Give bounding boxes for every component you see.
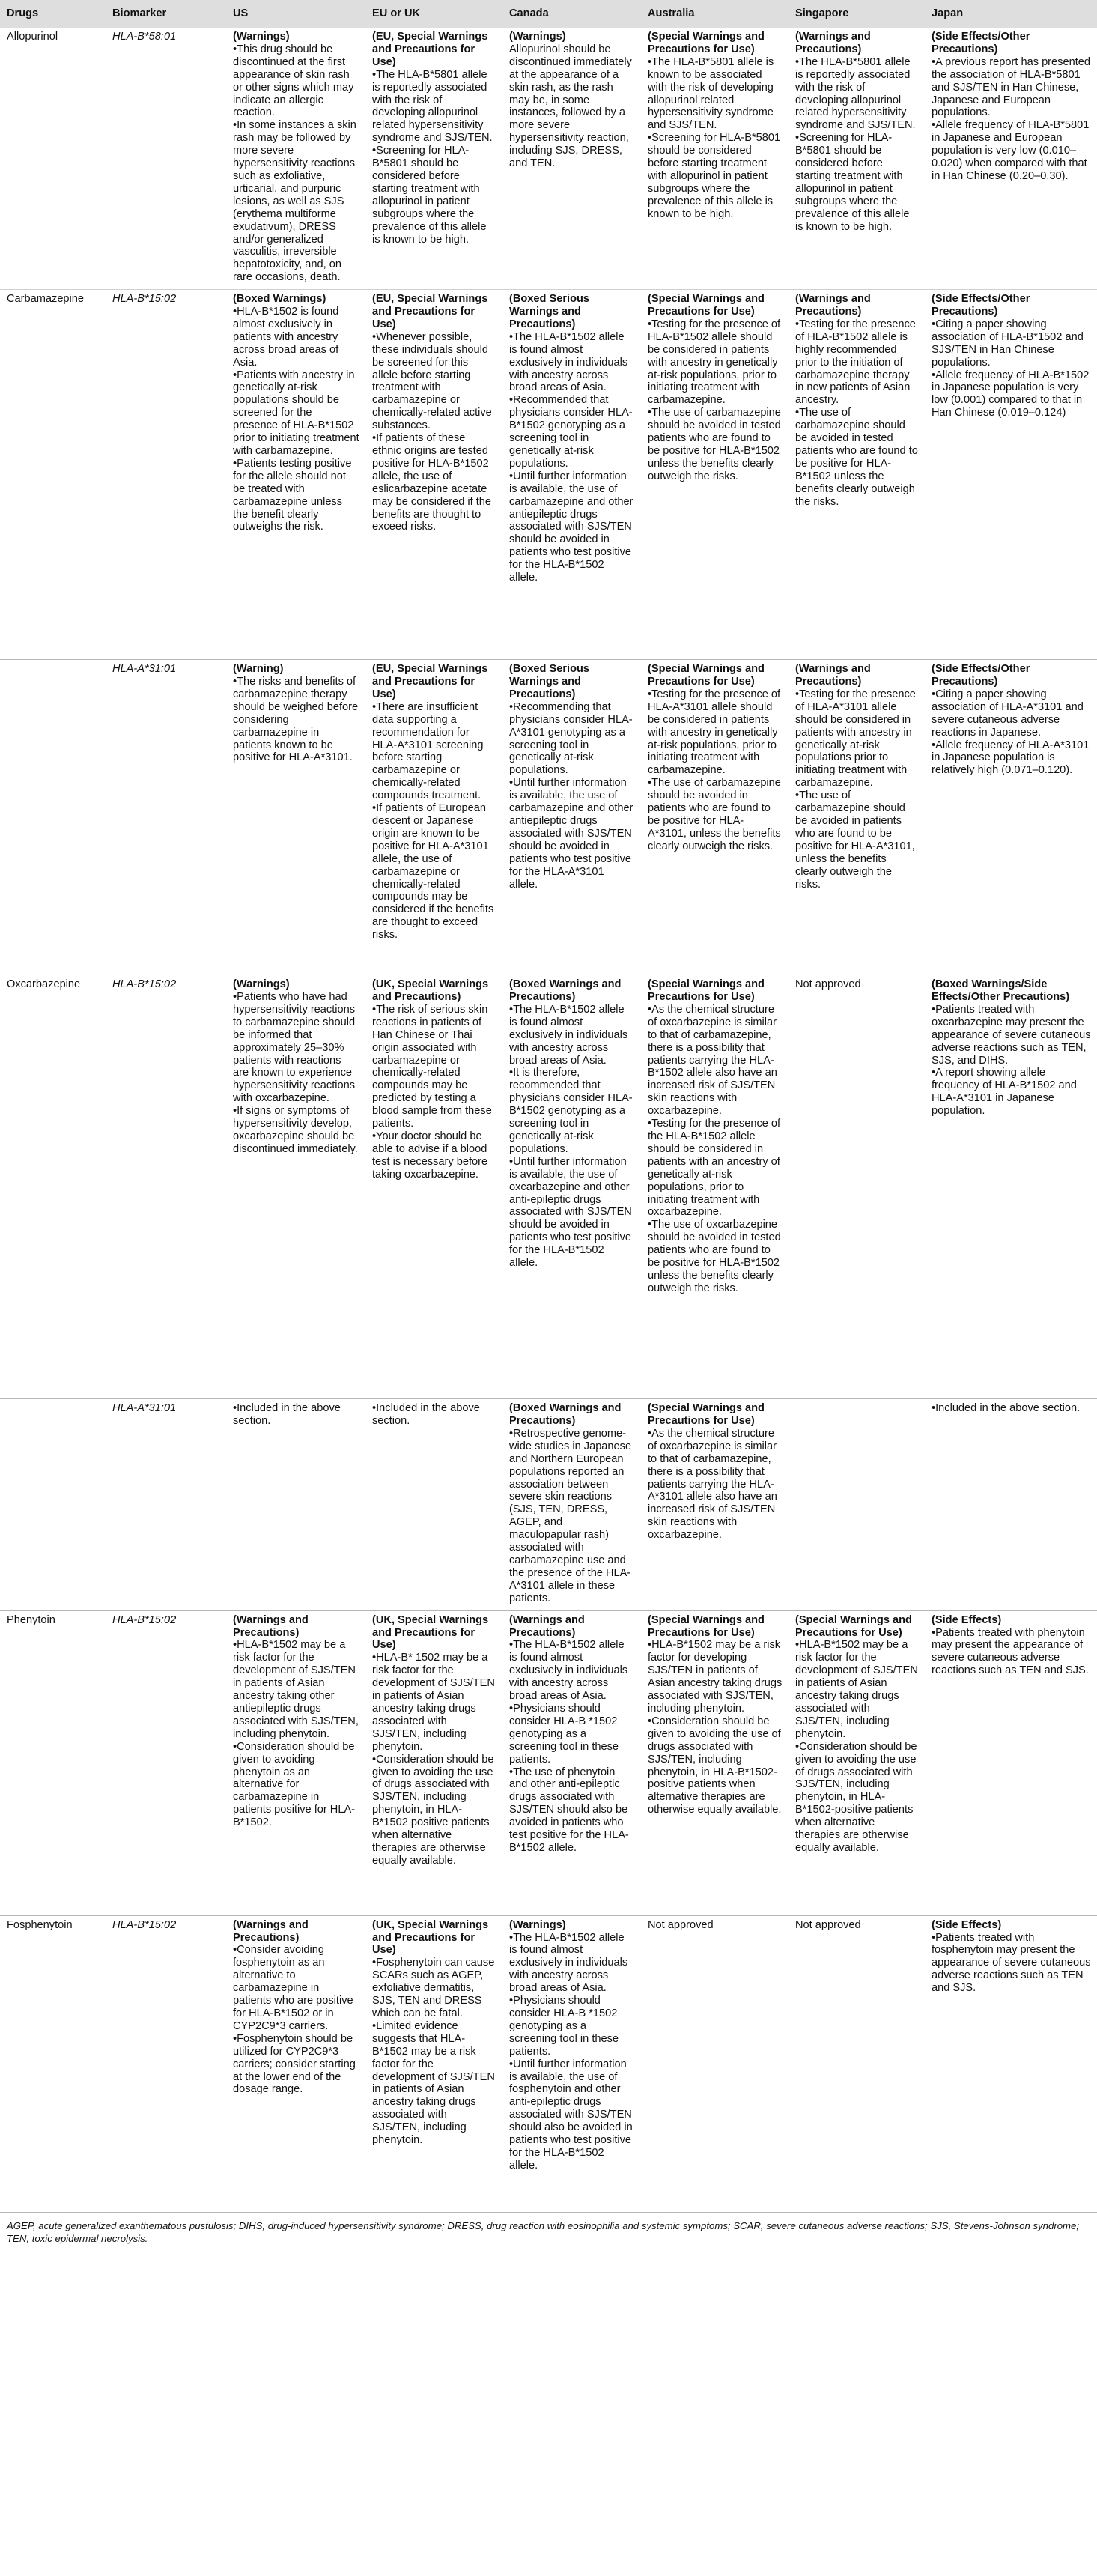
- cell-bullet: •The risk of serious skin reactions in patients of Han Chinese or Thai origin associated with carbamazepine or chemically-related compounds may be predicted by testing a blood sample from these patients.: [372, 1003, 492, 1130]
- cell-bullet: •The risks and benefits of carbamazepine therapy should be weighed before considering carbamazepine in patients known to be positive for HLA-A*3101.: [233, 676, 359, 764]
- cell-eu: [365, 660, 502, 975]
- cell-drug: Phenytoin: [7, 1613, 55, 1626]
- cell-canada: [502, 290, 641, 660]
- cell-heading: (EU, Special Warnings and Precautions for Use): [372, 293, 488, 330]
- cell-japan: [925, 660, 1097, 975]
- cell-bullet: •If patients of European descent or Japanese origin are known to be positive for HLA-A*3101 allele, the use of carbamazepine or chemically-related compounds may be considered if the benefits are thought to exceed risks.: [372, 802, 494, 942]
- cell-heading: (Warnings and Precautions): [795, 293, 871, 318]
- cell-japan: [925, 1915, 1097, 2212]
- cell-bullet: •Testing for the presence of HLA-A*3101 allele should be considered in patients with ancestry in genetically at-risk populations, prior to initiating treatment with carbamazepine.: [648, 688, 781, 777]
- cell-australia: [641, 1610, 788, 1915]
- cell-us: [226, 28, 365, 290]
- cell-japan: [925, 1399, 1097, 1611]
- cell-bullet: •HLA-B*1502 may be a risk factor for the development of SJS/TEN in patients of Asian ancestry taking other antiepileptic drugs associated with SJS/TEN, including phenytoin.: [233, 1639, 359, 1740]
- cell-bullet: •Screening for HLA-B*5801 should be considered before starting treatment with allopurinol in patient subgroups where the prevalence of this allele is known to be high.: [648, 132, 781, 220]
- table-row: [0, 1915, 1097, 2212]
- cell-bullet: •Your doctor should be able to advise if a blood test is necessary before taking oxcarbazepine.: [372, 1130, 488, 1181]
- cell-bullet: •Until further information is available, the use of carbamazepine and other antiepileptic drugs associated with SJS/TEN should be avoided in patients who test positive for the HLA-B*1502 allele.: [509, 470, 633, 584]
- cell-eu: [365, 1610, 502, 1915]
- col-header-us: US: [226, 0, 365, 28]
- cell-bullet: •Recommending that physicians consider HLA-A*3101 genotyping as a screening tool in genetically at-risk populations.: [509, 700, 633, 777]
- cell-bullet: •The HLA-B*1502 allele is found almost exclusively in individuals with ancestry across broad areas of Asia.: [509, 330, 628, 394]
- cell-bullet: •Patients with ancestry in genetically at-risk populations should be screened for the presence of HLA-B*1502 prior to initiating treatment with carbamazepine.: [233, 369, 359, 457]
- cell-heading: (Warnings): [509, 1918, 566, 1931]
- cell-bullet: •Recommended that physicians consider HLA-B*1502 genotyping as a screening tool in genetically at-risk populations.: [509, 394, 633, 470]
- cell-heading: (Boxed Warnings/Side Effects/Other Precautions): [932, 978, 1070, 1004]
- cell-japan: [925, 1610, 1097, 1915]
- cell-bullet: •Screening for HLA-B*5801 should be considered before starting treatment with allopurinol in patient subgroups where the prevalence of this allele is known to be high.: [372, 145, 487, 246]
- cell-eu: [365, 290, 502, 660]
- cell-bullet: •The use of phenytoin and other anti-epileptic drugs associated with SJS/TEN should also be avoided in patients who test positive for the HLA-B*1502 allele.: [509, 1766, 629, 1854]
- cell-bullet: •A previous report has presented the association of HLA-B*5801 and SJS/TEN in Han Chinese, Japanese and European populations.: [932, 55, 1090, 119]
- cell-singapore: [788, 28, 925, 290]
- cell-drug: Allopurinol: [7, 31, 58, 43]
- cell-bullet: •Citing a paper showing association of HLA-B*1502 and SJS/TEN in Han Chinese populations.: [932, 318, 1084, 369]
- cell-bullet: •Consideration should be given to avoiding phenytoin as an alternative for carbamazepine in patients positive for HLA-B*1502.: [233, 1740, 356, 1829]
- table-row: [0, 1610, 1097, 1915]
- header-row: [0, 0, 1097, 28]
- cell-heading: (Warnings and Precautions): [233, 1613, 309, 1639]
- cell-heading: (Warning): [233, 663, 284, 676]
- cell-singapore: [788, 975, 925, 1399]
- cell-heading: (Side Effects): [932, 1918, 1002, 1931]
- cell-bullet: Not approved: [648, 1918, 714, 1931]
- cell-bullet: •In some instances a skin rash may be followed by more severe hypersensitivity reactions such as exfoliative, urticarial, and purpuric lesions, as well as SJS (erythema multiforme exudativum), DRESS and/or generalized vasculitis, irreversible hepatotoxicity, and, on rare occasions, death.: [233, 119, 356, 284]
- cell-heading: (Boxed Warnings): [233, 293, 326, 306]
- cell-bullet: •Patients testing positive for the allele should not be treated with carbamazepine unless the benefit clearly outweighs the risk.: [233, 457, 352, 533]
- cell-heading: (Special Warnings and Precautions for Use): [795, 1613, 912, 1639]
- cell-heading: (Special Warnings and Precautions for Use): [648, 1402, 765, 1428]
- cell-heading: (Warnings): [233, 31, 290, 43]
- cell-heading: (EU, Special Warnings and Precautions for Use): [372, 31, 488, 68]
- cell-bullet: •HLA-B*1502 may be a risk factor for developing SJS/TEN in patients of Asian ancestry taking drugs associated with SJS/TEN, including phenytoin.: [648, 1639, 783, 1715]
- cell-us: [226, 290, 365, 660]
- cell-singapore: [788, 290, 925, 660]
- cell-bullet: •Citing a paper showing association of HLA-A*3101 and severe cutaneous adverse reactions in Japanese.: [932, 688, 1084, 739]
- cell-japan: [925, 290, 1097, 660]
- cell-us: [226, 1399, 365, 1611]
- cell-heading: (Side Effects/Other Precautions): [932, 293, 1030, 318]
- cell-bullet: •The use of carbamazepine should be avoided in tested patients who are found to be positive for HLA-B*1502 unless the benefits clearly outweigh the risks.: [795, 407, 918, 508]
- cell-us: [226, 1610, 365, 1915]
- cell-heading: (Warnings and Precautions): [233, 1918, 309, 1944]
- cell-bullet: •Consider avoiding fosphenytoin as an alternative to carbamazepine in patients who are positive for HLA-B*1502 or in CYP2C9*3 carriers.: [233, 1944, 353, 2032]
- cell-drug: [0, 660, 106, 975]
- cell-bullet: •Included in the above section.: [932, 1402, 1081, 1415]
- cell-bullet: •A report showing allele frequency of HLA-B*1502 and HLA-A*3101 in Japanese population.: [932, 1067, 1077, 1118]
- cell-bullet: •Included in the above section.: [233, 1402, 341, 1428]
- cell-heading: (UK, Special Warnings and Precautions for Use): [372, 1918, 489, 1957]
- table-row: [0, 660, 1097, 975]
- cell-bullet: •The use of carbamazepine should be avoided in tested patients who are found to be positive for HLA-B*1502 unless the benefits clearly outweigh the risks.: [648, 407, 781, 482]
- table-row: [0, 290, 1097, 660]
- cell-heading: (Warnings and Precautions): [509, 1613, 585, 1639]
- cell-bullet: •HLA-B*1502 is found almost exclusively in patients with ancestry across broad areas of Asia.: [233, 306, 339, 369]
- cell-heading: (Side Effects/Other Precautions): [932, 663, 1030, 688]
- cell-heading: (Special Warnings and Precautions for Use): [648, 663, 765, 688]
- cell-biomarker: HLA-A*31:01: [112, 663, 177, 676]
- cell-biomarker: HLA-B*58:01: [112, 31, 177, 43]
- cell-bullet: •There are insufficient data supporting a recommendation for HLA-A*3101 screening before starting carbamazepine or chemically-related compounds treatment.: [372, 700, 484, 802]
- cell-heading: (Special Warnings and Precautions for Use): [648, 978, 765, 1004]
- cell-bullet: •Limited evidence suggests that HLA-B*1502 may be a risk factor for the development of SJS/TEN in patients of Asian ancestry taking drugs associated with SJS/TEN, including phenytoin.: [372, 2019, 495, 2147]
- cell-bullet: •Testing for the presence of the HLA-B*1502 allele should be considered in patients with an ancestry of genetically at-risk populations, prior to initiating treatment with oxcarbazepine.: [648, 1118, 781, 1219]
- cell-heading: (Boxed Serious Warnings and Precautions): [509, 663, 590, 700]
- cell-bullet: •Testing for the presence of HLA-A*3101 allele should be considered in patients with ancestry in genetically at-risk populations prior to initiating treatment with carbamazepine.: [795, 688, 916, 790]
- cell-bullet: •If signs or symptoms of hypersensitivity develop, oxcarbazepine should be discontinued immediately.: [233, 1105, 358, 1155]
- cell-bullet: •The HLA-B*1502 allele is found almost exclusively in individuals with ancestry across broad areas of Asia.: [509, 1931, 628, 1995]
- cell-biomarker: HLA-B*15:02: [112, 293, 177, 306]
- cell-bullet: Not approved: [795, 978, 861, 991]
- col-header-eu-uk: EU or UK: [365, 0, 502, 28]
- cell-australia: [641, 1399, 788, 1611]
- cell-bullet: •Screening for HLA-B*5801 should be considered before starting treatment with allopurinol in patient subgroups where the prevalence of this allele is known to be high.: [795, 132, 910, 233]
- cell-bullet: •The HLA-B*5801 allele is reportedly associated with the risk of developing allopurinol related hypersensitivity syndrome and SJS/TEN.: [372, 68, 493, 145]
- cell-heading: (Boxed Warnings and Precautions): [509, 1402, 622, 1428]
- cell-bullet: •Until further information is available, the use of oxcarbazepine and other anti-epileptic drugs associated with SJS/TEN should be avoided in patients who test positive for the HLA-B*1502 allele.: [509, 1155, 632, 1270]
- cell-biomarker: HLA-B*15:02: [112, 1918, 177, 1931]
- cell-bullet: •The HLA-B*1502 allele is found almost exclusively in individuals with ancestry across broad areas of Asia.: [509, 1639, 628, 1703]
- cell-us: [226, 1915, 365, 2212]
- cell-bullet: •This drug should be discontinued at the first appearance of skin rash or other signs which may indicate an allergic reaction.: [233, 43, 354, 119]
- cell-bullet: •The use of carbamazepine should be avoided in patients who are found to be positive for HLA-A*3101, unless the benefits clearly outweigh the risks.: [795, 790, 915, 891]
- cell-eu: [365, 1399, 502, 1611]
- cell-heading: (Warnings): [233, 978, 290, 991]
- cell-singapore: [788, 1610, 925, 1915]
- col-header-japan: Japan: [925, 0, 1097, 28]
- cell-bullet: •Whenever possible, these individuals should be screened for this allele before starting treatment with carbamazepine or chemically-related active substances.: [372, 330, 492, 432]
- cell-bullet: •Patients treated with fosphenytoin may present the appearance of severe cutaneous adverse reactions such as TEN and SJS.: [932, 1931, 1091, 1995]
- cell-heading: (EU, Special Warnings and Precautions for Use): [372, 663, 488, 700]
- cell-drug: Carbamazepine: [7, 293, 85, 306]
- table-body: [0, 28, 1097, 2212]
- table-row: [0, 1399, 1097, 1611]
- cell-bullet: •The HLA-B*5801 allele is known to be associated with the risk of developing allopurinol related hypersensitivity syndrome and SJS/TEN.: [648, 55, 774, 132]
- cell-australia: [641, 28, 788, 290]
- cell-bullet: •The use of carbamazepine should be avoided in patients who are found to be positive for HLA-A*3101, unless the benefits clearly outweigh the risks.: [648, 777, 781, 852]
- table-footnote: AGEP, acute generalized exanthematous pustulosis; DIHS, drug-induced hypersensitivity syndrome; DRESS, drug reaction with eosinophilia and systemic symptoms; SCAR, severe cutaneous adverse reactions; SJS, Stevens-Johnson syndrome; TEN, toxic epidermal necrolysis.: [7, 2219, 1080, 2244]
- cell-heading: (Boxed Serious Warnings and Precautions): [509, 293, 590, 330]
- cell-bullet: •Consideration should be given to avoiding the use of drugs associated with SJS/TEN, including phenytoin, in HLA-B*1502-positive patients when alternative therapies are otherwise equally available.: [648, 1715, 782, 1816]
- cell-drug: Oxcarbazepine: [7, 978, 81, 991]
- cell-japan: [925, 975, 1097, 1399]
- cell-bullet: •Allele frequency of HLA-B*1502 in Japanese population is very low (0.001) compared to that in Han Chinese (0.019–0.124): [932, 369, 1090, 419]
- cell-heading: (Special Warnings and Precautions for Use): [648, 31, 765, 55]
- table-row: [0, 975, 1097, 1399]
- cell-bullet: •It is therefore, recommended that physicians consider HLA-B*1502 genotyping as a screening tool in genetically at-risk populations.: [509, 1067, 633, 1155]
- cell-australia: [641, 660, 788, 975]
- cell-heading: (Warnings and Precautions): [795, 31, 871, 55]
- cell-us: [226, 660, 365, 975]
- cell-heading: (Boxed Warnings and Precautions): [509, 978, 622, 1004]
- cell-biomarker: HLA-A*31:01: [112, 1402, 177, 1415]
- col-header-biomarker: Biomarker: [106, 0, 226, 28]
- cell-bullet: Not approved: [795, 1918, 861, 1931]
- cell-heading: (Side Effects): [932, 1613, 1002, 1626]
- col-header-singapore: Singapore: [788, 0, 925, 28]
- cell-singapore: [788, 1399, 925, 1611]
- cell-canada: [502, 975, 641, 1399]
- cell-bullet: •The HLA-B*5801 allele is reportedly associated with the risk of developing allopurinol related hypersensitivity syndrome and SJS/TEN.: [795, 55, 916, 132]
- cell-biomarker: HLA-B*15:02: [112, 1613, 177, 1626]
- cell-bullet: •Physicians should consider HLA-B *1502 genotyping as a screening tool in these patients.: [509, 1702, 619, 1766]
- cell-drug: [0, 1399, 106, 1611]
- cell-heading: (UK, Special Warnings and Precautions): [372, 978, 489, 1004]
- cell-eu: [365, 975, 502, 1399]
- cell-bullet: •The use of oxcarbazepine should be avoided in tested patients who are found to be positive for HLA-B*1502 unless the benefits clearly outweigh the risks.: [648, 1219, 781, 1294]
- cell-bullet: •Allele frequency of HLA-A*3101 in Japanese population is relatively high (0.071–0.120).: [932, 739, 1090, 777]
- cell-singapore: [788, 1915, 925, 2212]
- cell-canada: [502, 28, 641, 290]
- cell-bullet: •Patients who have had hypersensitivity reactions to carbamazepine should be informed that approximately 25–30% patients with reactions are known to experience hypersensitivity reactions with oxcarbazepine.: [233, 991, 356, 1105]
- cell-bullet: •Testing for the presence of HLA-B*1502 allele is highly recommended prior to the initiation of carbamazepine therapy in new patients of Asian ancestry.: [795, 318, 916, 407]
- cell-bullet: •Consideration should be given to avoiding the use of drugs associated with SJS/TEN, including phenytoin, in HLA-B*1502 positive patients when alternative therapies are otherwise equally available.: [372, 1753, 494, 1867]
- cell-heading: (Special Warnings and Precautions for Use): [648, 1613, 765, 1639]
- cell-bullet: •Patients treated with oxcarbazepine may present the appearance of severe cutaneous adverse reactions such as TEN, SJS, and DIHS.: [932, 1003, 1091, 1067]
- cell-heading: (Warnings and Precautions): [795, 663, 871, 688]
- cell-heading: (Side Effects/Other Precautions): [932, 31, 1030, 55]
- cell-bullet: •The HLA-B*1502 allele is found almost exclusively in individuals with ancestry across broad areas of Asia.: [509, 1003, 628, 1067]
- cell-bullet: •As the chemical structure of oxcarbazepine is similar to that of carbamazepine, there is a possibility that patients carrying the HLA-A*3101 allele also have an increased risk of SJS/TEN skin reactions with oxcarbazepine.: [648, 1427, 777, 1542]
- cell-drug: Fosphenytoin: [7, 1918, 73, 1931]
- cell-canada: [502, 1915, 641, 2212]
- col-header-drugs: Drugs: [0, 0, 106, 28]
- cell-bullet: •HLA-B* 1502 may be a risk factor for the development of SJS/TEN in patients of Asian ancestry taking drugs associated with SJS/TEN, including phenytoin.: [372, 1652, 495, 1753]
- cell-canada: [502, 660, 641, 975]
- cell-canada: [502, 1399, 641, 1611]
- cell-australia: [641, 1915, 788, 2212]
- cell-singapore: [788, 660, 925, 975]
- cell-bullet: •Until further information is available, the use of carbamazepine and other antiepileptic drugs associated with SJS/TEN should be avoided in patients who test positive for the HLA-A*3101 allele.: [509, 777, 633, 891]
- cell-heading: (UK, Special Warnings and Precautions for Use): [372, 1613, 489, 1652]
- cell-heading: (Warnings): [509, 31, 566, 43]
- cell-bullet: •Retrospective genome-wide studies in Japanese and Northern European populations reported an association between severe skin reactions (SJS, TEN, DRESS, AGEP, and maculopapular rash) associated with carbamazepine use and the presence of the HLA-A*3101 allele in these patients.: [509, 1427, 632, 1604]
- cell-australia: [641, 290, 788, 660]
- cell-japan: [925, 28, 1097, 290]
- cell-canada: [502, 1610, 641, 1915]
- cell-bullet: •Until further information is available, the use of fosphenytoin and other anti-epileptic drugs associated with SJS/TEN should also be avoided in patients who test positive for the HLA-B*1502 allele.: [509, 2058, 633, 2172]
- cell-us: [226, 975, 365, 1399]
- cell-eu: [365, 1915, 502, 2212]
- cell-bullet: •HLA-B*1502 may be a risk factor for the development of SJS/TEN in patients of Asian ancestry taking drugs associated with SJS/TEN, including phenytoin.: [795, 1639, 918, 1740]
- table-row: [0, 28, 1097, 290]
- cell-biomarker: HLA-B*15:02: [112, 978, 177, 991]
- cell-bullet: •Testing for the presence of HLA-B*1502 allele should be considered in patients with ancestry in genetically at-risk populations, prior to initiating treatment with carbamazepine.: [648, 318, 781, 407]
- cell-australia: [641, 975, 788, 1399]
- cell-bullet: •Allele frequency of HLA-B*5801 in Japanese and European population is very low (0.010–0.020) when compared with that in Han Chinese (0.20–0.30).: [932, 119, 1090, 182]
- cell-bullet: •Fosphenytoin can cause SCARs such as AGEP, exfoliative dermatitis, SJS, TEN and DRESS which can be fatal.: [372, 1957, 495, 2019]
- cell-bullet: •Included in the above section.: [372, 1402, 480, 1428]
- cell-bullet: •As the chemical structure of oxcarbazepine is similar to that of carbamazepine, there is a possibility that patients carrying the HLA-B*1502 allele also have an increased risk of SJS/TEN skin reactions with oxcarbazepine.: [648, 1003, 777, 1118]
- cell-bullet: •If patients of these ethnic origins are tested positive for HLA-B*1502 allele, the use of eslicarbazepine acetate may be considered if the benefits are thought to exceed risks.: [372, 432, 491, 533]
- cell-bullet: •Consideration should be given to avoiding the use of drugs associated with SJS/TEN, including phenytoin, in HLA-B*1502-positive patients when alternative therapies are otherwise equally available.: [795, 1740, 917, 1854]
- cell-bullet: Allopurinol should be discontinued immediately at the appearance of a skin rash, as the rash may be, in some instances, followed by a more severe hypersensitivity reaction, including SJS, DRESS, and TEN.: [509, 43, 632, 170]
- cell-heading: (Special Warnings and Precautions for Use): [648, 293, 765, 318]
- col-header-australia: Australia: [641, 0, 788, 28]
- col-header-canada: Canada: [502, 0, 641, 28]
- cell-bullet: •Physicians should consider HLA-B *1502 genotyping as a screening tool in these patients.: [509, 1995, 619, 2058]
- cell-bullet: •Patients treated with phenytoin may present the appearance of severe cutaneous adverse reactions such as TEN and SJS.: [932, 1626, 1089, 1677]
- cell-eu: [365, 28, 502, 290]
- cell-bullet: •Fosphenytoin should be utilized for CYP2C9*3 carriers; consider starting at the lower end of the dosage range.: [233, 2032, 356, 2096]
